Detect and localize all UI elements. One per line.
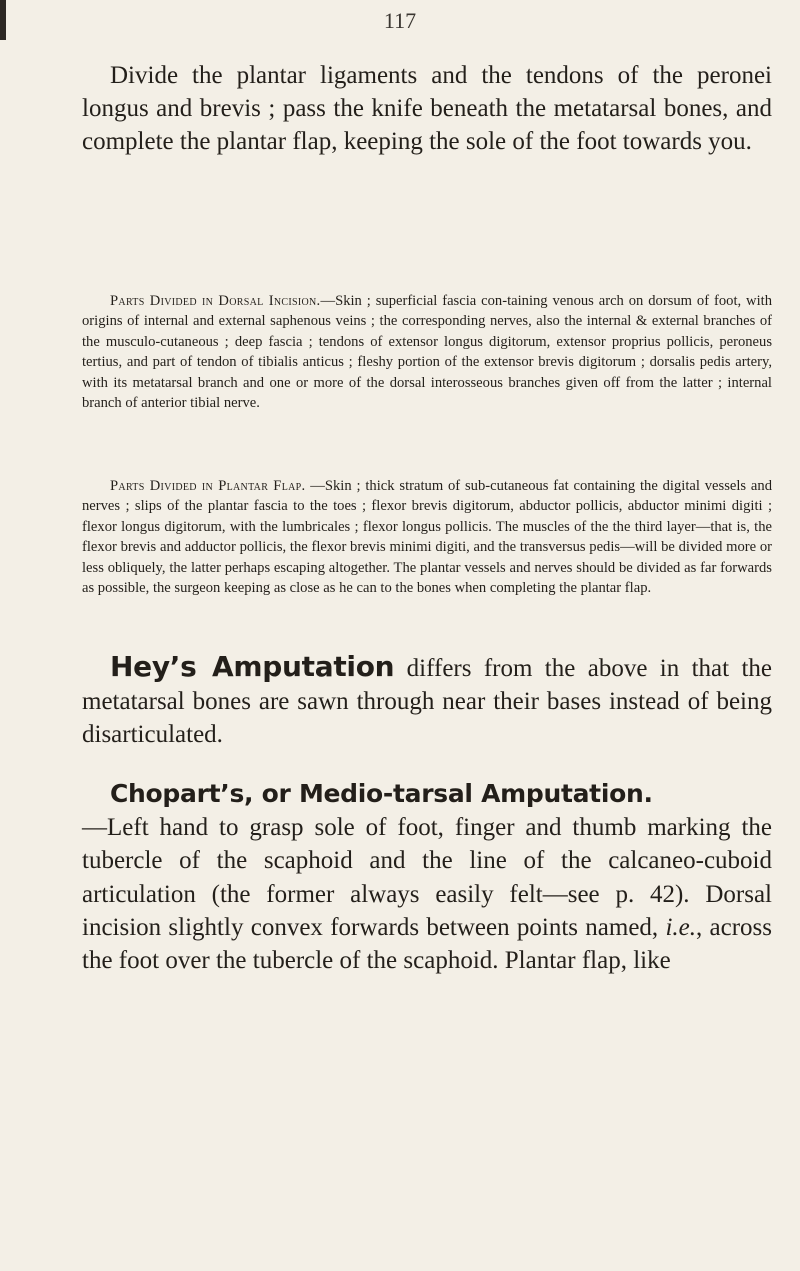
paragraph-divide-ligaments: Divide the plantar ligaments and the tendons of the peronei longus and brevis ; pass the knife beneath the metatarsal bones, and complete the plantar flap, keeping the sole of the foot towards you. (82, 62, 772, 156)
dorsal-incision-label: Parts Divided in Dorsal Incision. (110, 293, 321, 309)
plantar-flap-label: Parts Divided in Plantar Flap. (110, 478, 306, 494)
paragraph-dorsal-incision (82, 291, 772, 414)
paragraph-plantar-flap (82, 476, 772, 599)
chopart-amputation-text-a: —Left hand to grasp sole of foot, finger and thumb marking the tubercle of the scaphoid and the line of the calcaneo-cuboid articulation (the former always easily felt—see p. 42). Dorsal incision slightly convex forwards between points named, (82, 814, 772, 941)
dorsal-incision-text: —Skin ; superficial fascia con-taining venous arch on dorsum of foot, with origins of internal and external saphenous veins ; the corresponding nerves, also the internal & external branches of the musculo-cutaneous ; deep fascia ; tendons of extensor longus digitorum, extensor proprius pollicis, peroneus tertius, and part of tendon of tibialis anticus ; fleshy portion of the extensor brevis digitorum ; dorsalis pedis artery, with its metatarsal branch and one or more of the dorsal interosseous branches given off from the latter ; internal branch of anterior tibial nerve. (82, 293, 772, 412)
plantar-flap-text: —Skin ; thick stratum of sub-cutaneous fat containing the digital vessels and nerves ; slips of the plantar fascia to the toes ; flexor brevis digitorum, abductor pollicis, abductor minimi digiti ; flexor longus digitorum, with the lumbricales ; flexor longus pollicis. The muscles of the the third layer—that is, the flexor brevis and adductor pollicis, the flexor brevis minimi digiti, and the transversus pedis—will be divided more or less obliquely, the latter perhaps escaping altogether. The plantar vessels and nerves should be divided as far forwards as possible, the surgeon keeping as close as he can to the bones when completing the plantar flap. (82, 478, 772, 597)
page-number: 117 (383, 8, 417, 33)
chopart-amputation-text-b: , across the foot over the tubercle of the scaphoid. Plantar flap, like (82, 913, 772, 975)
paragraph-chopart-amputation (82, 777, 772, 977)
paragraph-hey-amputation (82, 650, 772, 752)
chopart-amputation-heading: Chopart’s, or Medio-tarsal Amputation. (110, 779, 653, 808)
hey-amputation-heading: Hey’s Amputation (110, 650, 395, 683)
chopart-ie-abbrev: i.e. (665, 913, 696, 941)
hey-amputation-text: differs from the above in that the metatarsal bones are sawn through near their bases instead of being disarticulated. (82, 655, 772, 749)
